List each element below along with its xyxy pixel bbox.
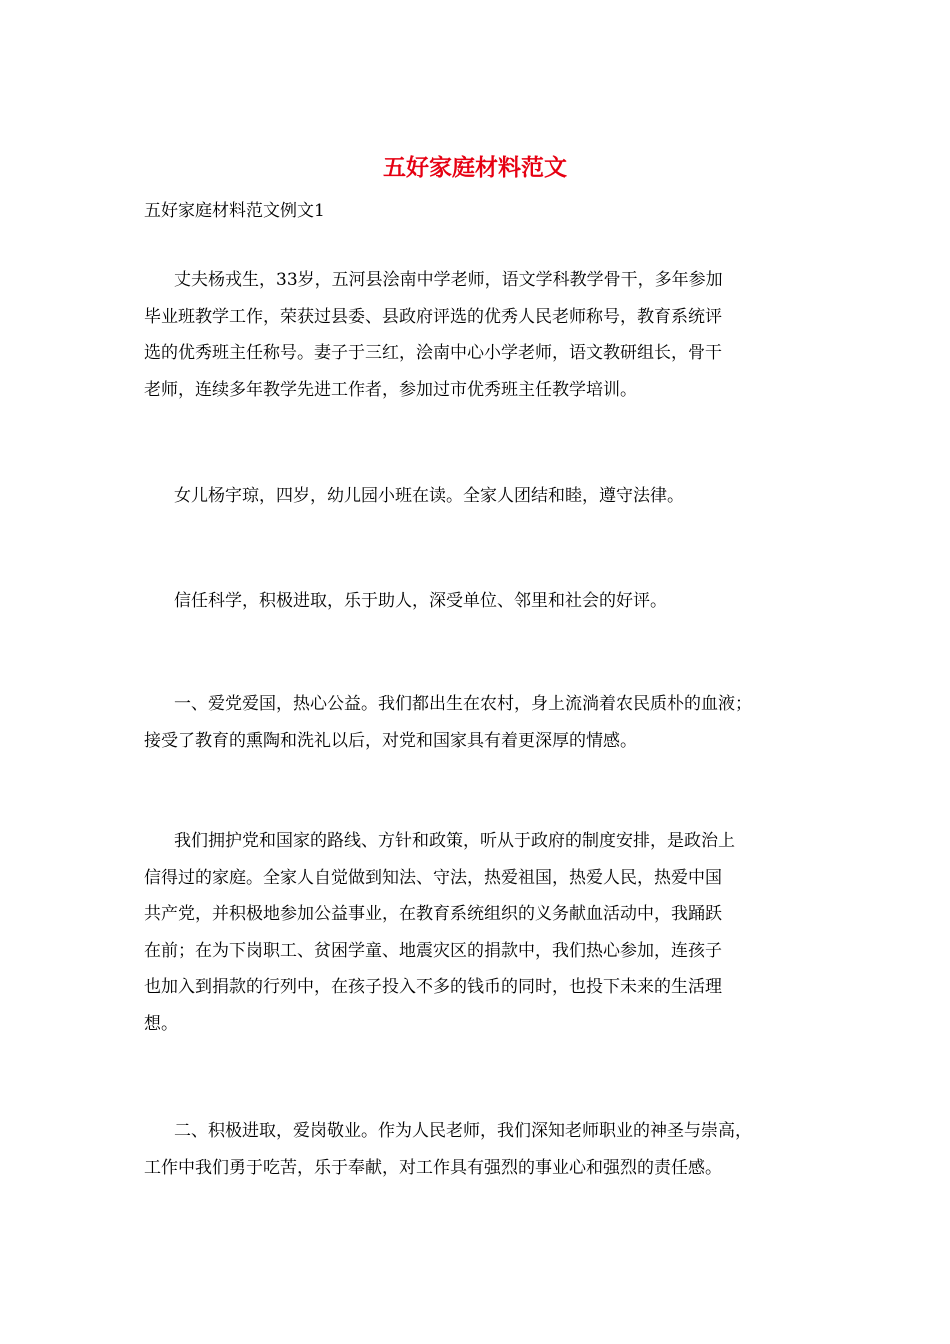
paragraph-line: 一、爱党爱国，热心公益。我们都出生在农村，身上流淌着农民质朴的血液； <box>174 694 752 714</box>
paragraph-line: 选的优秀班主任称号。妻子于三红，浍南中心小学老师，语文教研组长，骨干 <box>144 343 722 363</box>
paragraph-line: 我们拥护党和国家的路线、方针和政策，听从于政府的制度安排，是政治上 <box>174 831 735 851</box>
paragraph-line: 二、积极进取，爱岗敬业。作为人民老师，我们深知老师职业的神圣与崇高， <box>174 1121 752 1141</box>
paragraph-line: 女儿杨宇琼，四岁，幼儿园小班在读。全家人团结和睦，遵守法律。 <box>174 486 684 506</box>
paragraph-line: 老师，连续多年教学先进工作者，参加过市优秀班主任教学培训。 <box>144 379 637 400</box>
document-title: 五好家庭材料范文 <box>383 154 567 181</box>
paragraph <box>144 1113 814 1186</box>
paragraph-line: 共产党，并积极地参加公益事业，在教育系统组织的义务献血活动中，我踊跃 <box>144 904 722 924</box>
paragraph <box>144 262 814 408</box>
paragraph-line: 也加入到捐款的行列中，在孩子投入不多的钱币的同时，也投下未来的生活理 <box>144 977 722 997</box>
paragraph-line: 想。 <box>144 1013 178 1034</box>
paragraph-line: 工作中我们勇于吃苦，乐于奉献，对工作具有强烈的事业心和强烈的责任感。 <box>144 1157 722 1178</box>
paragraph-line: 信任科学，积极进取，乐于助人，深受单位、邻里和社会的好评。 <box>174 591 667 611</box>
paragraph <box>144 583 814 620</box>
paragraph-line: 在前；在为下岗职工、贫困学童、地震灾区的捐款中，我们热心参加，连孩子 <box>144 940 722 961</box>
paragraph-line: 毕业班教学工作，荣获过县委、县政府评选的优秀人民老师称号，教育系统评 <box>144 306 722 327</box>
paragraph <box>144 686 814 759</box>
paragraph <box>144 478 814 515</box>
paragraph-line: 信得过的家庭。全家人自觉做到知法、守法，热爱祖国，热爱人民，热爱中国 <box>144 867 722 888</box>
paragraph-line: 接受了教育的熏陶和洗礼以后，对党和国家具有着更深厚的情感。 <box>144 730 637 751</box>
document-subtitle: 五好家庭材料范文例文1 <box>144 201 325 221</box>
paragraph <box>144 823 814 1042</box>
paragraph-line: 丈夫杨戎生，33岁，五河县浍南中学老师，语文学科教学骨干，多年参加 <box>174 270 723 290</box>
